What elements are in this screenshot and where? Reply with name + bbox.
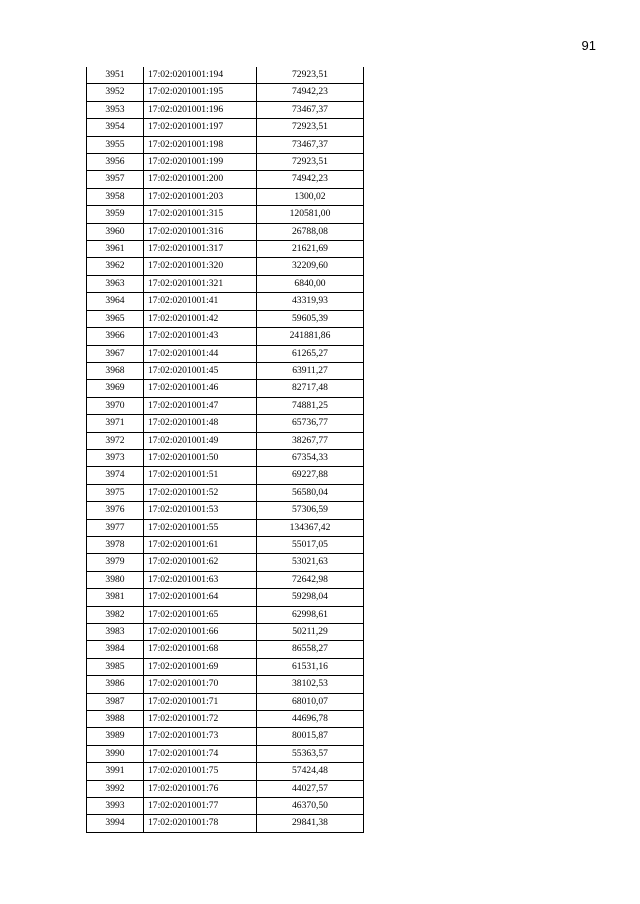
row-number-cell: 3988 <box>87 711 144 728</box>
cadastral-value-cell: 72923,51 <box>257 67 364 84</box>
table-row <box>87 589 364 606</box>
row-number-cell: 3993 <box>87 798 144 815</box>
table-row <box>87 241 364 258</box>
cadastral-number-cell: 17:02:0201001:71 <box>144 693 257 710</box>
cadastral-value-cell: 46370,50 <box>257 798 364 815</box>
cadastral-value-cell: 44696,78 <box>257 711 364 728</box>
cadastral-value-cell: 29841,38 <box>257 815 364 832</box>
cadastral-number-cell: 17:02:0201001:68 <box>144 641 257 658</box>
row-number-cell: 3962 <box>87 258 144 275</box>
cadastral-number-cell: 17:02:0201001:75 <box>144 763 257 780</box>
row-number-cell: 3985 <box>87 658 144 675</box>
cadastral-number-cell: 17:02:0201001:321 <box>144 275 257 292</box>
row-number-cell: 3954 <box>87 119 144 136</box>
cadastral-number-cell: 17:02:0201001:62 <box>144 554 257 571</box>
table-body <box>87 67 364 832</box>
cadastral-value-cell: 68010,07 <box>257 693 364 710</box>
table-row <box>87 606 364 623</box>
cadastral-value-cell: 32209,60 <box>257 258 364 275</box>
row-number-cell: 3961 <box>87 241 144 258</box>
cadastral-value-cell: 74881,25 <box>257 397 364 414</box>
row-number-cell: 3982 <box>87 606 144 623</box>
cadastral-value-cell: 43319,93 <box>257 293 364 310</box>
row-number-cell: 3972 <box>87 432 144 449</box>
cadastral-number-cell: 17:02:0201001:55 <box>144 519 257 536</box>
cadastral-number-cell: 17:02:0201001:195 <box>144 84 257 101</box>
cadastral-value-cell: 82717,48 <box>257 380 364 397</box>
table-row <box>87 693 364 710</box>
row-number-cell: 3990 <box>87 745 144 762</box>
cadastral-number-cell: 17:02:0201001:70 <box>144 676 257 693</box>
table-row <box>87 658 364 675</box>
row-number-cell: 3994 <box>87 815 144 832</box>
table-row <box>87 362 364 379</box>
row-number-cell: 3984 <box>87 641 144 658</box>
table-row <box>87 536 364 553</box>
row-number-cell: 3957 <box>87 171 144 188</box>
table-row <box>87 84 364 101</box>
table-row <box>87 780 364 797</box>
cadastral-number-cell: 17:02:0201001:320 <box>144 258 257 275</box>
cadastral-value-cell: 74942,23 <box>257 84 364 101</box>
cadastral-value-cell: 120581,00 <box>257 206 364 223</box>
cadastral-value-cell: 69227,88 <box>257 467 364 484</box>
cadastral-value-table <box>86 67 364 833</box>
table-row <box>87 467 364 484</box>
row-number-cell: 3958 <box>87 188 144 205</box>
cadastral-number-cell: 17:02:0201001:200 <box>144 171 257 188</box>
cadastral-number-cell: 17:02:0201001:64 <box>144 589 257 606</box>
table-row <box>87 119 364 136</box>
table-row <box>87 432 364 449</box>
table-row <box>87 571 364 588</box>
cadastral-value-cell: 44027,57 <box>257 780 364 797</box>
row-number-cell: 3968 <box>87 362 144 379</box>
cadastral-number-cell: 17:02:0201001:317 <box>144 241 257 258</box>
row-number-cell: 3977 <box>87 519 144 536</box>
cadastral-value-cell: 73467,37 <box>257 101 364 118</box>
row-number-cell: 3975 <box>87 484 144 501</box>
table-row <box>87 154 364 171</box>
table-row <box>87 345 364 362</box>
table-row <box>87 502 364 519</box>
table-row <box>87 223 364 240</box>
table-row <box>87 641 364 658</box>
cadastral-number-cell: 17:02:0201001:53 <box>144 502 257 519</box>
cadastral-number-cell: 17:02:0201001:44 <box>144 345 257 362</box>
cadastral-value-cell: 38102,53 <box>257 676 364 693</box>
cadastral-value-cell: 80015,87 <box>257 728 364 745</box>
row-number-cell: 3970 <box>87 397 144 414</box>
table-row <box>87 275 364 292</box>
row-number-cell: 3967 <box>87 345 144 362</box>
cadastral-value-cell: 6840,00 <box>257 275 364 292</box>
cadastral-value-cell: 72642,98 <box>257 571 364 588</box>
cadastral-number-cell: 17:02:0201001:65 <box>144 606 257 623</box>
row-number-cell: 3953 <box>87 101 144 118</box>
cadastral-value-cell: 55017,05 <box>257 536 364 553</box>
cadastral-number-cell: 17:02:0201001:315 <box>144 206 257 223</box>
cadastral-value-cell: 67354,33 <box>257 449 364 466</box>
cadastral-number-cell: 17:02:0201001:199 <box>144 154 257 171</box>
cadastral-value-cell: 26788,08 <box>257 223 364 240</box>
cadastral-number-cell: 17:02:0201001:196 <box>144 101 257 118</box>
cadastral-number-cell: 17:02:0201001:49 <box>144 432 257 449</box>
table-row <box>87 815 364 832</box>
row-number-cell: 3976 <box>87 502 144 519</box>
row-number-cell: 3981 <box>87 589 144 606</box>
row-number-cell: 3956 <box>87 154 144 171</box>
cadastral-value-cell: 59298,04 <box>257 589 364 606</box>
row-number-cell: 3973 <box>87 449 144 466</box>
table-row <box>87 484 364 501</box>
row-number-cell: 3966 <box>87 328 144 345</box>
table-row <box>87 258 364 275</box>
cadastral-value-cell: 57306,59 <box>257 502 364 519</box>
table-row <box>87 711 364 728</box>
row-number-cell: 3964 <box>87 293 144 310</box>
cadastral-value-cell: 1300,02 <box>257 188 364 205</box>
row-number-cell: 3951 <box>87 67 144 84</box>
cadastral-number-cell: 17:02:0201001:50 <box>144 449 257 466</box>
cadastral-number-cell: 17:02:0201001:41 <box>144 293 257 310</box>
cadastral-number-cell: 17:02:0201001:197 <box>144 119 257 136</box>
row-number-cell: 3974 <box>87 467 144 484</box>
cadastral-number-cell: 17:02:0201001:203 <box>144 188 257 205</box>
cadastral-value-cell: 53021,63 <box>257 554 364 571</box>
table-row <box>87 798 364 815</box>
cadastral-number-cell: 17:02:0201001:43 <box>144 328 257 345</box>
cadastral-number-cell: 17:02:0201001:51 <box>144 467 257 484</box>
table-row <box>87 206 364 223</box>
table-row <box>87 449 364 466</box>
cadastral-number-cell: 17:02:0201001:194 <box>144 67 257 84</box>
cadastral-number-cell: 17:02:0201001:74 <box>144 745 257 762</box>
cadastral-number-cell: 17:02:0201001:63 <box>144 571 257 588</box>
cadastral-number-cell: 17:02:0201001:47 <box>144 397 257 414</box>
table-row <box>87 293 364 310</box>
table-row <box>87 415 364 432</box>
row-number-cell: 3960 <box>87 223 144 240</box>
table-row <box>87 67 364 84</box>
cadastral-value-cell: 61531,16 <box>257 658 364 675</box>
cadastral-number-cell: 17:02:0201001:69 <box>144 658 257 675</box>
row-number-cell: 3978 <box>87 536 144 553</box>
table-row <box>87 397 364 414</box>
cadastral-value-cell: 72923,51 <box>257 119 364 136</box>
table-row <box>87 380 364 397</box>
row-number-cell: 3963 <box>87 275 144 292</box>
cadastral-number-cell: 17:02:0201001:76 <box>144 780 257 797</box>
row-number-cell: 3952 <box>87 84 144 101</box>
table-row <box>87 519 364 536</box>
cadastral-number-cell: 17:02:0201001:46 <box>144 380 257 397</box>
row-number-cell: 3991 <box>87 763 144 780</box>
row-number-cell: 3955 <box>87 136 144 153</box>
table-row <box>87 745 364 762</box>
cadastral-number-cell: 17:02:0201001:52 <box>144 484 257 501</box>
row-number-cell: 3987 <box>87 693 144 710</box>
cadastral-value-cell: 38267,77 <box>257 432 364 449</box>
table-row <box>87 310 364 327</box>
cadastral-value-cell: 55363,57 <box>257 745 364 762</box>
cadastral-value-cell: 134367,42 <box>257 519 364 536</box>
table-row <box>87 136 364 153</box>
row-number-cell: 3983 <box>87 624 144 641</box>
cadastral-value-cell: 72923,51 <box>257 154 364 171</box>
table-row <box>87 188 364 205</box>
cadastral-number-cell: 17:02:0201001:77 <box>144 798 257 815</box>
cadastral-value-cell: 59605,39 <box>257 310 364 327</box>
cadastral-number-cell: 17:02:0201001:61 <box>144 536 257 553</box>
table-row <box>87 554 364 571</box>
row-number-cell: 3979 <box>87 554 144 571</box>
table-row <box>87 728 364 745</box>
table-row <box>87 624 364 641</box>
row-number-cell: 3986 <box>87 676 144 693</box>
cadastral-number-cell: 17:02:0201001:66 <box>144 624 257 641</box>
table-row <box>87 328 364 345</box>
cadastral-value-cell: 74942,23 <box>257 171 364 188</box>
cadastral-number-cell: 17:02:0201001:78 <box>144 815 257 832</box>
row-number-cell: 3959 <box>87 206 144 223</box>
cadastral-value-cell: 57424,48 <box>257 763 364 780</box>
row-number-cell: 3989 <box>87 728 144 745</box>
row-number-cell: 3980 <box>87 571 144 588</box>
row-number-cell: 3971 <box>87 415 144 432</box>
cadastral-value-cell: 61265,27 <box>257 345 364 362</box>
cadastral-number-cell: 17:02:0201001:316 <box>144 223 257 240</box>
table-row <box>87 763 364 780</box>
table-row <box>87 676 364 693</box>
cadastral-number-cell: 17:02:0201001:45 <box>144 362 257 379</box>
table-row <box>87 171 364 188</box>
cadastral-number-cell: 17:02:0201001:48 <box>144 415 257 432</box>
cadastral-number-cell: 17:02:0201001:42 <box>144 310 257 327</box>
cadastral-value-cell: 62998,61 <box>257 606 364 623</box>
cadastral-number-cell: 17:02:0201001:73 <box>144 728 257 745</box>
row-number-cell: 3992 <box>87 780 144 797</box>
cadastral-value-cell: 241881,86 <box>257 328 364 345</box>
cadastral-value-cell: 65736,77 <box>257 415 364 432</box>
cadastral-value-cell: 86558,27 <box>257 641 364 658</box>
table-row <box>87 101 364 118</box>
row-number-cell: 3969 <box>87 380 144 397</box>
cadastral-number-cell: 17:02:0201001:72 <box>144 711 257 728</box>
page-number: 91 <box>581 38 596 53</box>
cadastral-number-cell: 17:02:0201001:198 <box>144 136 257 153</box>
cadastral-value-cell: 63911,27 <box>257 362 364 379</box>
cadastral-value-cell: 73467,37 <box>257 136 364 153</box>
cadastral-value-cell: 21621,69 <box>257 241 364 258</box>
cadastral-value-cell: 50211,29 <box>257 624 364 641</box>
row-number-cell: 3965 <box>87 310 144 327</box>
cadastral-value-cell: 56580,04 <box>257 484 364 501</box>
